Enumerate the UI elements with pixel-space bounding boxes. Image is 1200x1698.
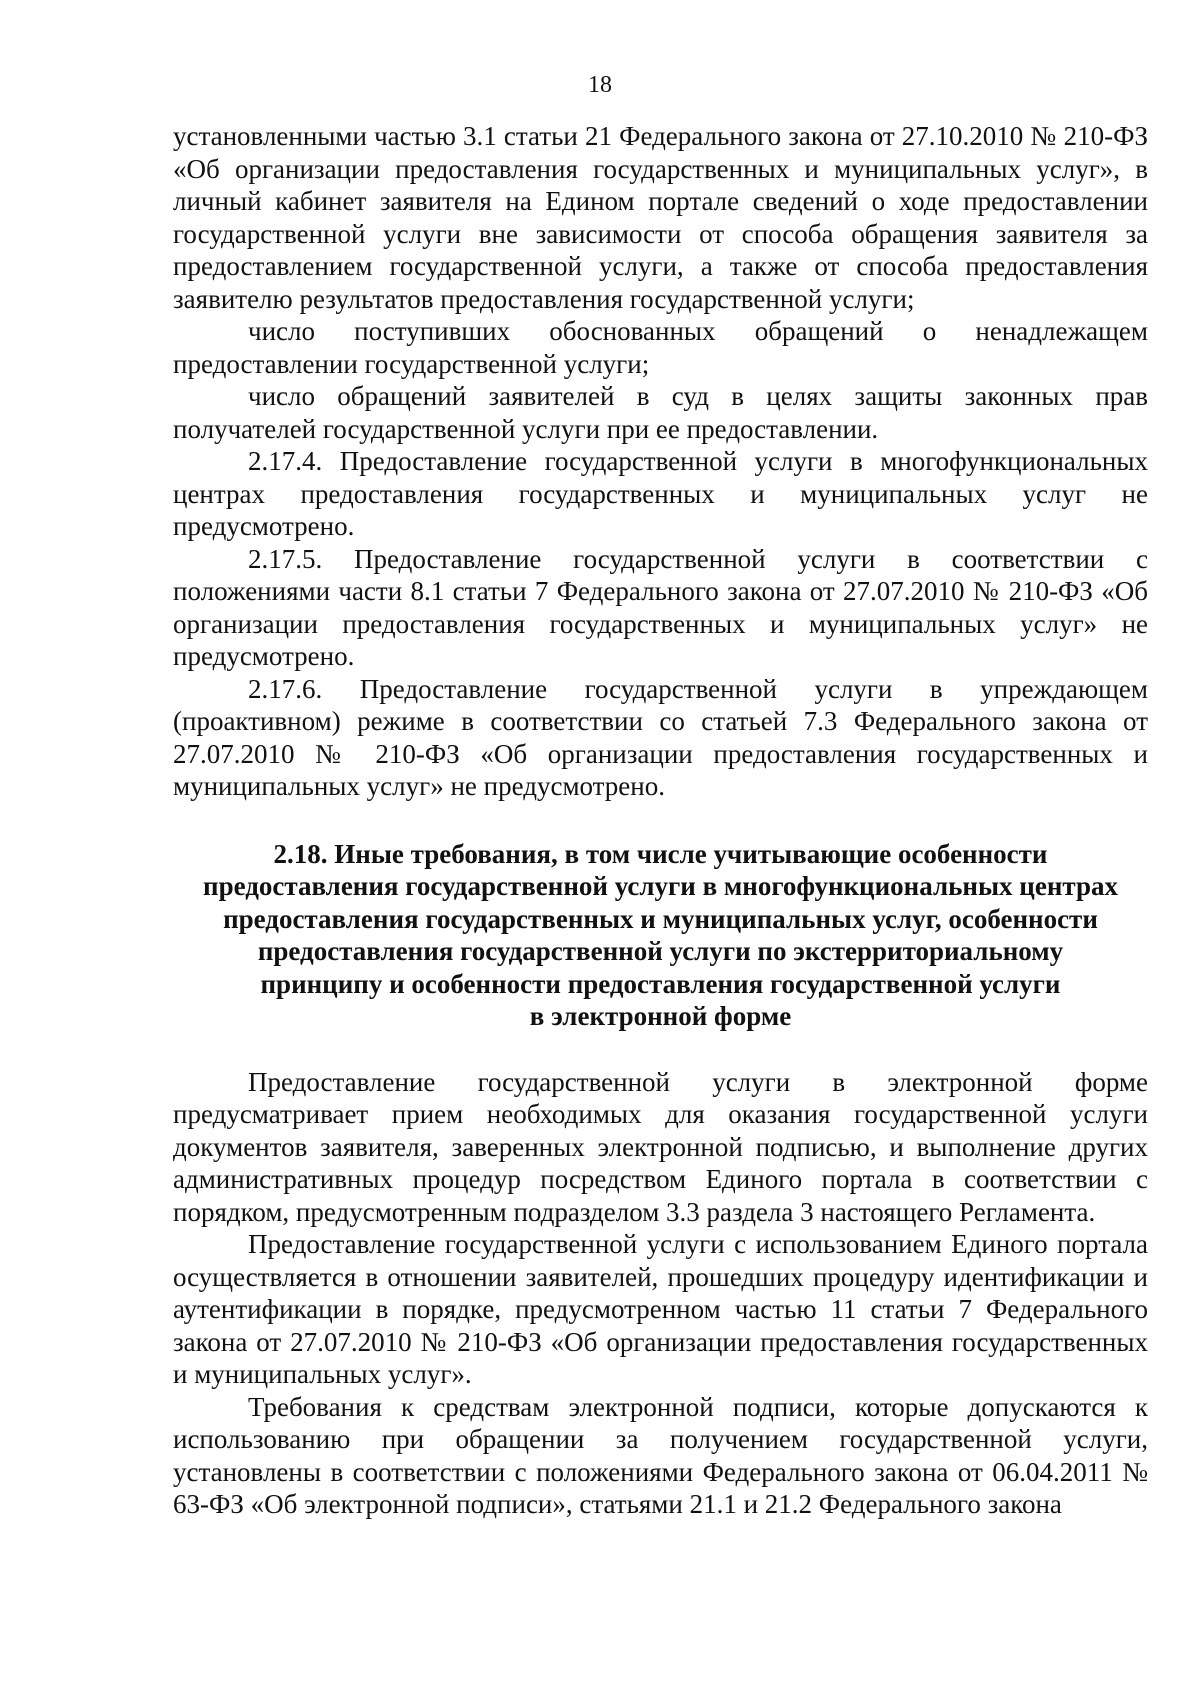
heading-line: предоставления государственной услуги по экстерриториальному [257,936,1064,966]
paragraph: число поступивших обоснованных обращений о ненадлежащем предоставлении государственной услуги; [173,316,1148,379]
paragraph-2-17-4: 2.17.4. Предоставление государственной услуги в многофункциональных центрах предоставления государственных и муниципальных услуг не предусмотрено. [173,446,1148,541]
heading-line: принципу и особенности предоставления государственной услуги [260,968,1061,999]
paragraph: число обращений заявителей в суд в целях защиты законных прав получателей государственной услуги при ее предоставлении. [173,381,1148,444]
paragraph: Предоставление государственной услуги в электронной форме предусматривает прием необходимых для оказания государственной услуги документов заявителя, заверенных электронной подписью, и выполнение других административных процедур посредством Единого портала в соответствии с порядком, предусмотренным подразделом 3.3 раздела 3 настоящего Регламента. [173,1066,1148,1227]
heading-line: предоставления государственной услуги в многофункциональных центрах [203,871,1118,901]
paragraph-2-17-6: 2.17.6. Предоставление государственной услуги в упреждающем (проактивном) режиме в соответствии со статьей 7.3 Федерального закона от 27.07.2010 № 210-ФЗ «Об организации предоставления государственных и муниципальных услуг» не предусмотрено. [173,673,1148,801]
heading-line: в электронной форме [529,1001,792,1031]
heading-line: предоставления государственных и муниципальных услуг, особенности [223,903,1098,934]
page-number: 18 [588,72,612,98]
heading-line: 2.18. Иные требования, в том числе учитывающие особенности [273,838,1048,869]
document-body [173,120,1148,1521]
paragraph-continuation: установленными частью 3.1 статьи 21 Федерального закона от 27.10.2010 № 210-ФЗ «Об организации предоставления государственных и муниципальных услуг», в личный кабинет заявителя на Едином портале сведений о ходе предоставлении государственной услуги вне зависимости от способа обращения заявителя за предоставлением государственной услуги, а также от способа предоставления заявителю результатов предоставления государственной услуги; [173,121,1148,314]
section-heading-2-18 [173,838,1148,1033]
paragraph: Требования к средствам электронной подписи, которые допускаются к использованию при обращении за получением государственной услуги, установлены в соответствии с положениями Федерального закона от 06.04.2011 № 63-ФЗ «Об электронной подписи», статьями 21.1 и 21.2 Федерального закона [173,1391,1148,1519]
paragraph: Предоставление государственной услуги с использованием Единого портала осуществляется в отношении заявителей, прошедших процедуру идентификации и аутентификации в порядке, предусмотренном частью 11 статьи 7 Федерального закона от 27.07.2010 № 210-ФЗ «Об организации предоставления государственных и муниципальных услуг». [173,1229,1148,1389]
paragraph-2-17-5: 2.17.5. Предоставление государственной услуги в соответствии с положениями части 8.1 статьи 7 Федерального закона от 27.07.2010 № 210-ФЗ «Об организации предоставления государственных и муниципальных услуг» не предусмотрено. [173,543,1148,671]
